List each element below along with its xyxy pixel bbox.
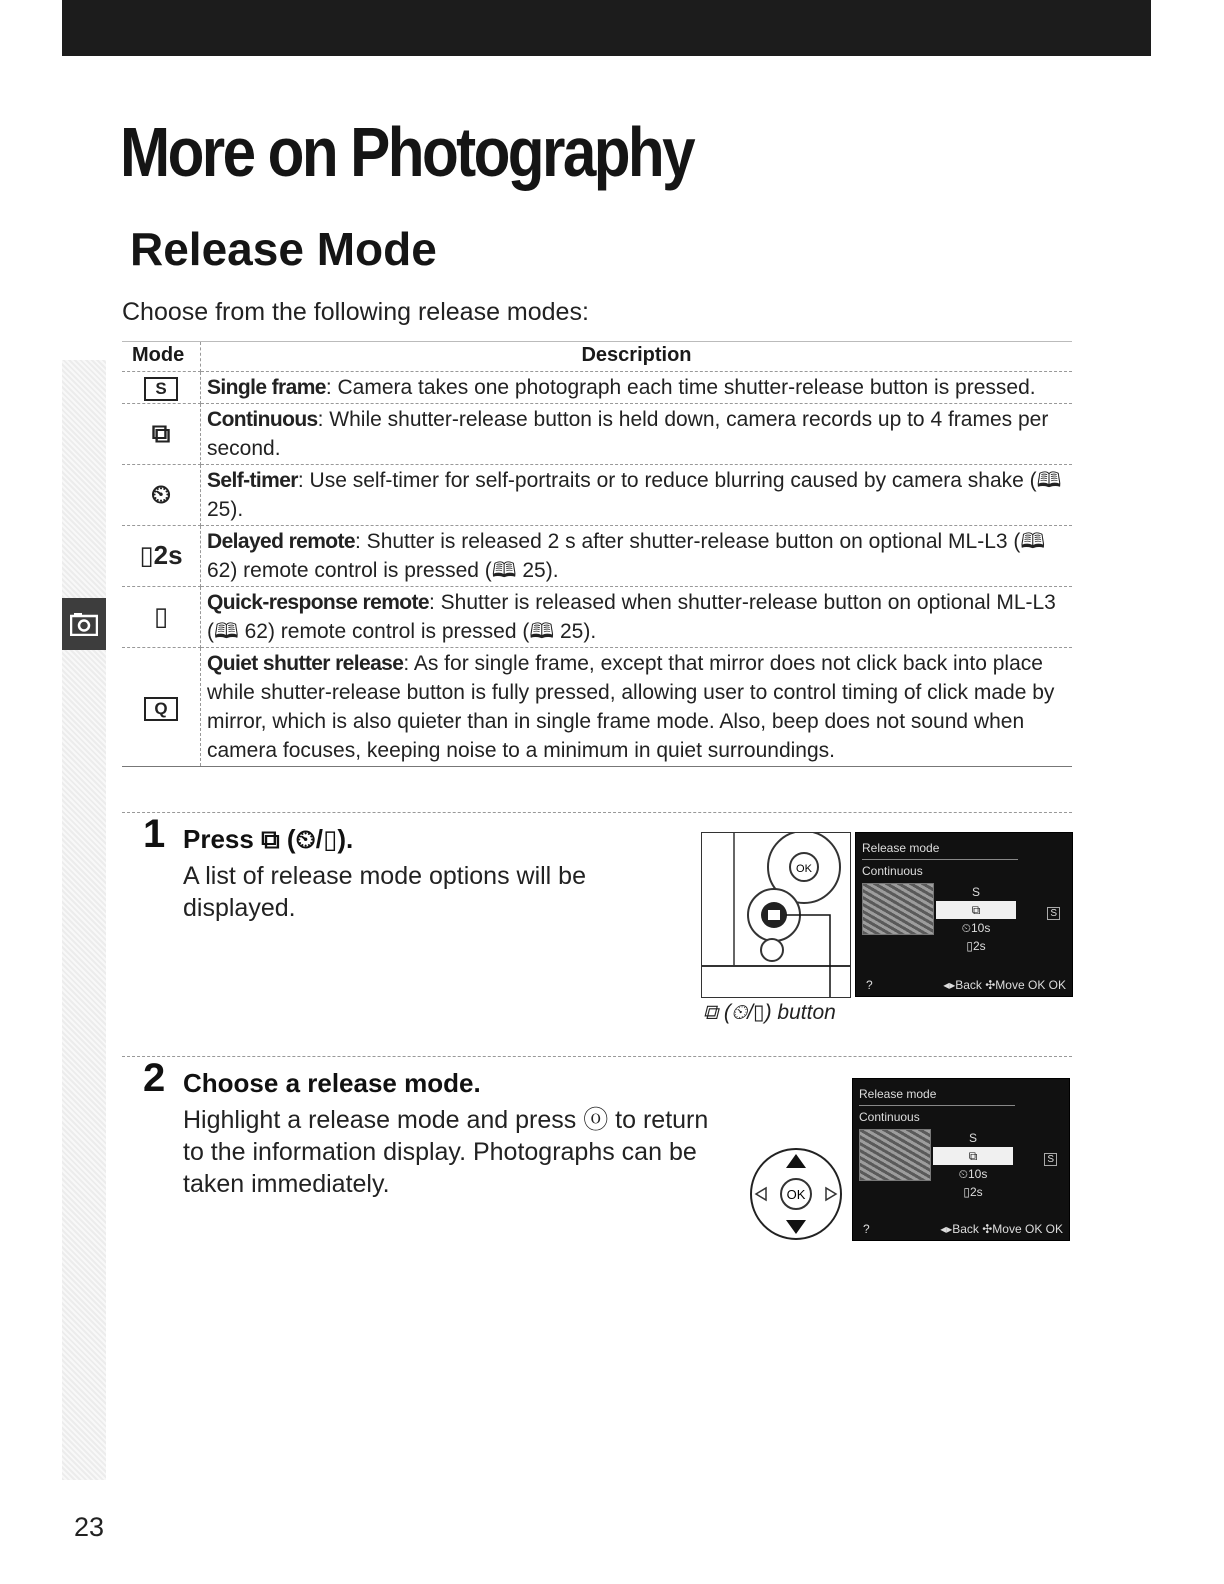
list-item[interactable]: ▯2s (966, 939, 986, 953)
continuous-icon: ⧉ (151, 417, 171, 448)
release-mode-list[interactable] (936, 883, 1016, 955)
step-1-body: A list of release mode options will be displayed. (183, 862, 586, 922)
screen-title: Release mode (862, 841, 940, 855)
current-mode-icon: S (1044, 1153, 1057, 1166)
multi-selector-icon (750, 1148, 842, 1240)
quick-response-remote-icon: ▯ (153, 600, 169, 631)
step-2-number: 2 (143, 1056, 166, 1100)
table-row (122, 587, 1072, 648)
ok-button-label: OK (786, 1187, 806, 1202)
row-term: Continuous (207, 408, 318, 431)
list-item[interactable]: ⏲10s (961, 921, 991, 935)
table-row (122, 648, 1072, 767)
step-2-heading: Choose a release mode. (183, 1068, 481, 1098)
row-term: Quick-response remote (207, 591, 429, 614)
step-1-heading: Press ⧉ (⏲/▯). (183, 824, 354, 854)
help-icon: ? (866, 978, 873, 992)
screen-nav-hints: ◂▸Back ✣Move OK OK (943, 978, 1066, 992)
row-term: Single frame (207, 376, 326, 399)
row-text: : While shutter-release button is held down, camera records up to 4 frames per second. (207, 408, 1049, 460)
list-item[interactable]: ▯2s (963, 1185, 983, 1199)
list-item-selected[interactable]: ⧉ (936, 901, 1016, 919)
current-mode-icon: S (1047, 907, 1060, 920)
section-title: Release Mode (130, 223, 437, 275)
ok-button-label: OK (796, 863, 812, 875)
intro-text: Choose from the following release modes: (122, 298, 589, 326)
screen-subtitle: Continuous (862, 864, 923, 878)
table-row (122, 465, 1072, 526)
screen-title: Release mode (859, 1087, 937, 1101)
list-item[interactable]: ⏲10s (958, 1167, 988, 1181)
row-term: Delayed remote (207, 530, 356, 553)
camera-icon (70, 612, 98, 636)
preview-thumbnail (859, 1129, 931, 1181)
camera-back-illustration (701, 832, 851, 998)
row-text: : Shutter is released when shutter-release button on optional ML-L3 (🕮 62) remote control is pressed (🕮 25). (207, 591, 1056, 643)
screen-nav-hints: ◂▸Back ✣Move OK OK (940, 1222, 1063, 1236)
button-caption: ⧉ (⏲/▯) button (703, 1001, 836, 1024)
table-row (122, 372, 1072, 404)
chapter-side-strip (62, 360, 106, 1480)
release-mode-table (122, 341, 1072, 767)
camera-tab-icon (62, 598, 106, 650)
delayed-remote-icon: ▯2s (139, 539, 183, 570)
release-mode-screen-1 (855, 832, 1073, 997)
step-divider (122, 1056, 1072, 1057)
step-2-body: Highlight a release mode and press ⓞ to return to the information display. Photographs can be taken immediately. (183, 1106, 709, 1198)
self-timer-icon: ⏲ (150, 478, 172, 509)
quiet-shutter-icon: Q (144, 697, 178, 721)
screen-subtitle: Continuous (859, 1110, 920, 1124)
single-frame-icon: S (144, 377, 178, 401)
row-term: Self-timer (207, 469, 298, 492)
release-mode-list[interactable] (933, 1129, 1013, 1201)
row-text: : As for single frame, except that mirror does not click back into place while shutter-release button is fully pressed, allowing user to control timing of click made by mirror, which is also quieter than in single frame mode. Also, beep does not sound when camera focuses, keeping noise to a minimum in quiet surroundings. (207, 652, 1055, 762)
release-mode-screen-2 (852, 1078, 1070, 1241)
step-1-number: 1 (143, 812, 166, 856)
table-row (122, 404, 1072, 465)
step-divider (122, 812, 1072, 813)
header-bar (62, 0, 1151, 56)
row-text: : Camera takes one photograph each time shutter-release button is pressed. (325, 376, 1036, 399)
mode-header: Mode (122, 342, 201, 372)
preview-thumbnail (862, 883, 934, 935)
table-row (122, 526, 1072, 587)
list-item[interactable]: S (968, 1131, 977, 1145)
row-text: : Use self-timer for self-portraits or to reduce blurring caused by camera shake (🕮 25). (207, 469, 1062, 521)
page-title: More on Photography (120, 113, 694, 191)
list-item-selected[interactable]: ⧉ (933, 1147, 1013, 1165)
row-term: Quiet shutter release (207, 652, 404, 675)
description-header: Description (201, 342, 1073, 372)
help-icon: ? (863, 1222, 870, 1236)
page-number: 23 (74, 1512, 105, 1542)
list-item[interactable]: S (971, 885, 980, 899)
row-text: : Shutter is released 2 s after shutter-release button on optional ML-L3 (🕮 62) remote control is pressed (🕮 25). (207, 530, 1046, 582)
